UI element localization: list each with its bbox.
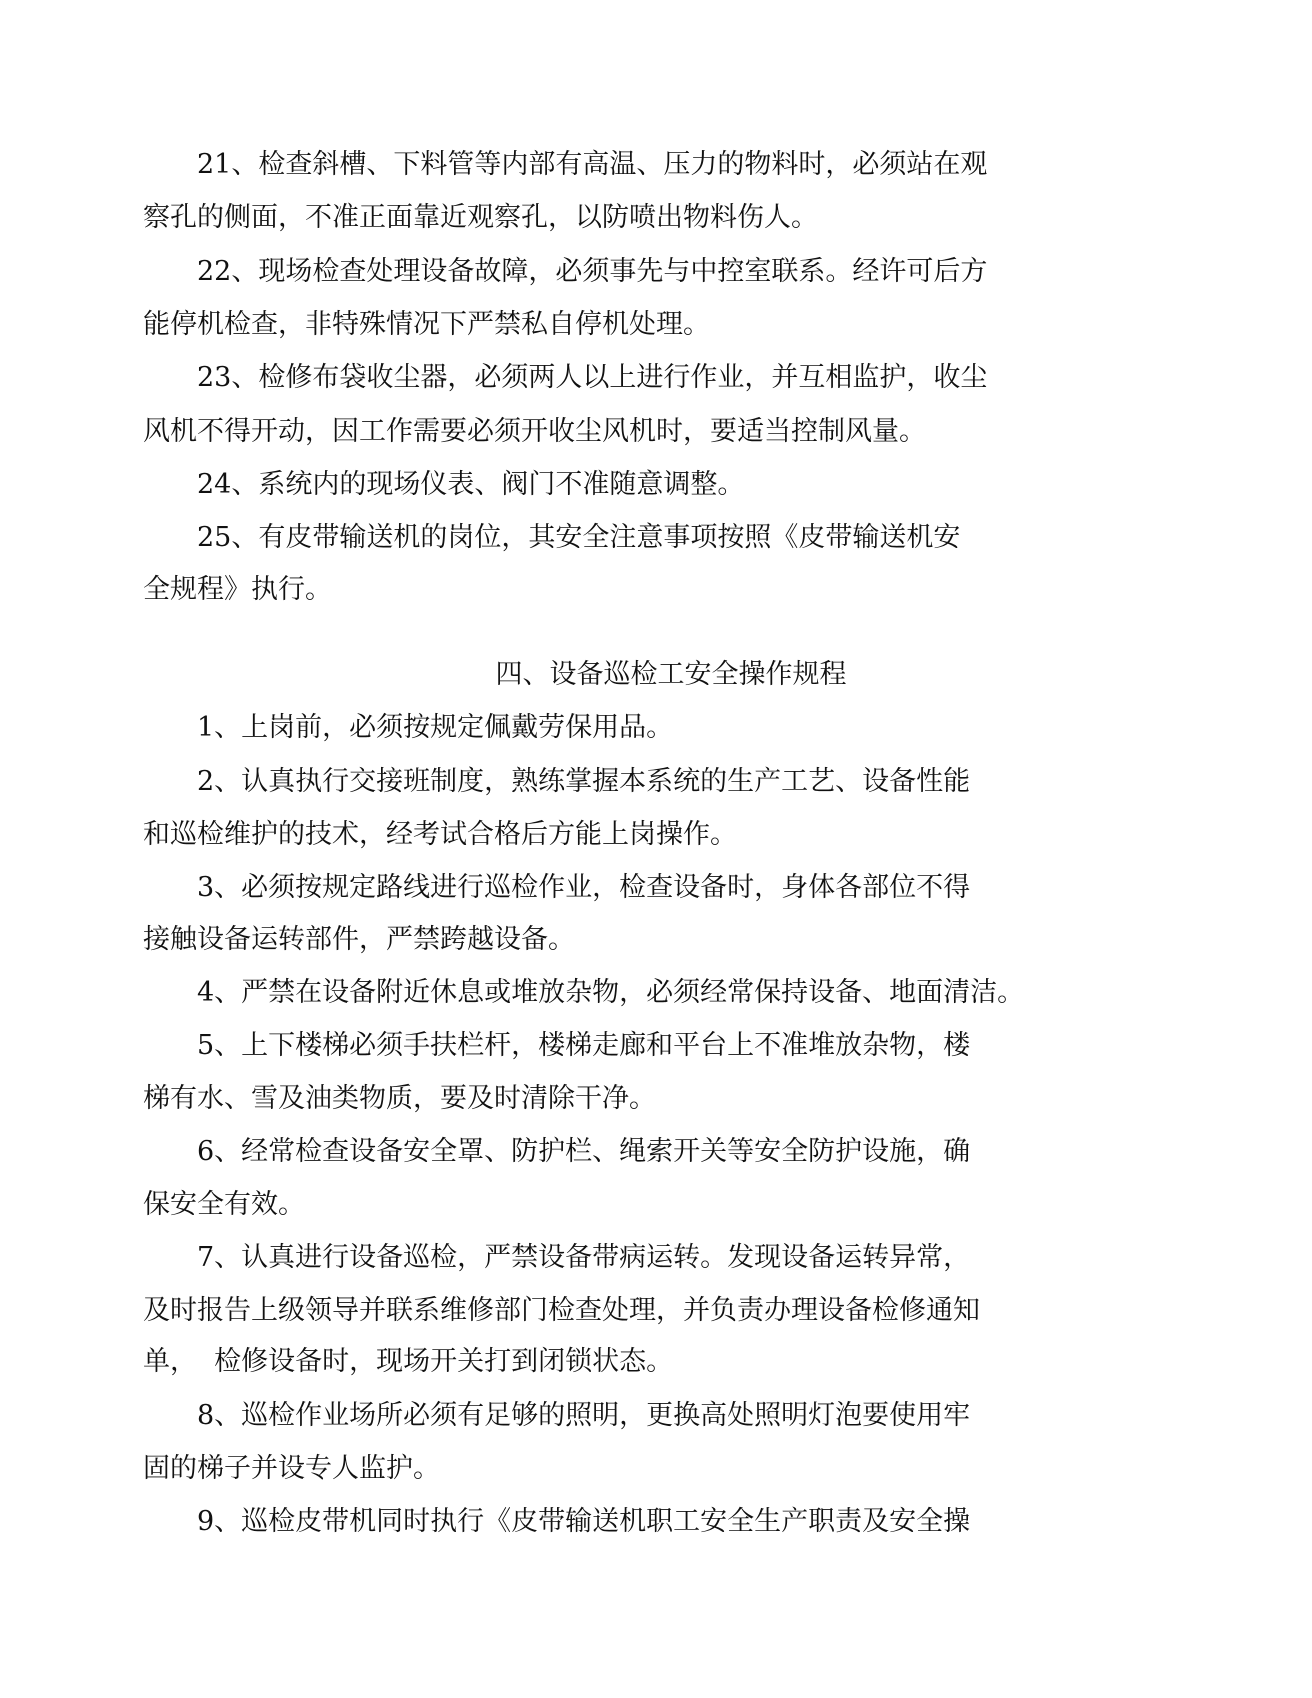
paragraph-line: 6、经常检查设备安全罩、防护栏、绳索开关等安全防护设施，确 [197, 1136, 971, 1167]
paragraph-line: 和巡检维护的技术，经考试合格后方能上岗操作。 [143, 819, 737, 850]
paragraph-line: 1、上岗前，必须按规定佩戴劳保用品。 [197, 712, 674, 743]
paragraph-line: 21、检查斜槽、下料管等内部有高温、压力的物料时，必须站在观 [197, 149, 988, 180]
paragraph-line: 9、巡检皮带机同时执行《皮带输送机职工安全生产职责及安全操 [197, 1506, 971, 1537]
paragraph-line: 4、严禁在设备附近休息或堆放杂物，必须经常保持设备、地面清洁。 [197, 977, 1025, 1008]
paragraph-line: 风机不得开动，因工作需要必须开收尘风机时，要适当控制风量。 [143, 416, 926, 447]
paragraph-line: 保安全有效。 [143, 1189, 305, 1220]
paragraph-line: 3、必须按规定路线进行巡检作业，检查设备时，身体各部位不得 [197, 872, 971, 903]
paragraph-line: 察孔的侧面，不准正面靠近观察孔，以防喷出物料伤人。 [143, 202, 818, 233]
paragraph-line: 能停机检查，非特殊情况下严禁私自停机处理。 [143, 309, 710, 340]
paragraph-line: 梯有水、雪及油类物质，要及时清除干净。 [143, 1083, 656, 1114]
paragraph-line: 7、认真进行设备巡检，严禁设备带病运转。发现设备运转异常， [197, 1242, 971, 1273]
paragraph-line: 单， 检修设备时，现场开关打到闭锁状态。 [143, 1346, 674, 1377]
paragraph-line: 25、有皮带输送机的岗位，其安全注意事项按照《皮带输送机安 [197, 522, 961, 553]
paragraph-line: 全规程》执行。 [143, 574, 332, 605]
paragraph-line: 8、巡检作业场所必须有足够的照明，更换高处照明灯泡要使用牢 [197, 1400, 971, 1431]
paragraph-line: 23、检修布袋收尘器，必须两人以上进行作业，并互相监护，收尘 [197, 362, 988, 393]
paragraph-line: 及时报告上级领导并联系维修部门检查处理，并负责办理设备检修通知 [143, 1295, 980, 1326]
section-heading: 四、设备巡检工安全操作规程 [495, 659, 847, 690]
paragraph-line: 2、认真执行交接班制度，熟练掌握本系统的生产工艺、设备性能 [197, 766, 971, 797]
paragraph-line: 24、系统内的现场仪表、阀门不准随意调整。 [197, 469, 745, 500]
paragraph-line: 22、现场检查处理设备故障，必须事先与中控室联系。经许可后方 [197, 256, 988, 287]
paragraph-line: 固的梯子并设专人监护。 [143, 1453, 440, 1484]
paragraph-line: 5、上下楼梯必须手扶栏杆，楼梯走廊和平台上不准堆放杂物，楼 [197, 1030, 971, 1061]
paragraph-line: 接触设备运转部件，严禁跨越设备。 [143, 924, 575, 955]
